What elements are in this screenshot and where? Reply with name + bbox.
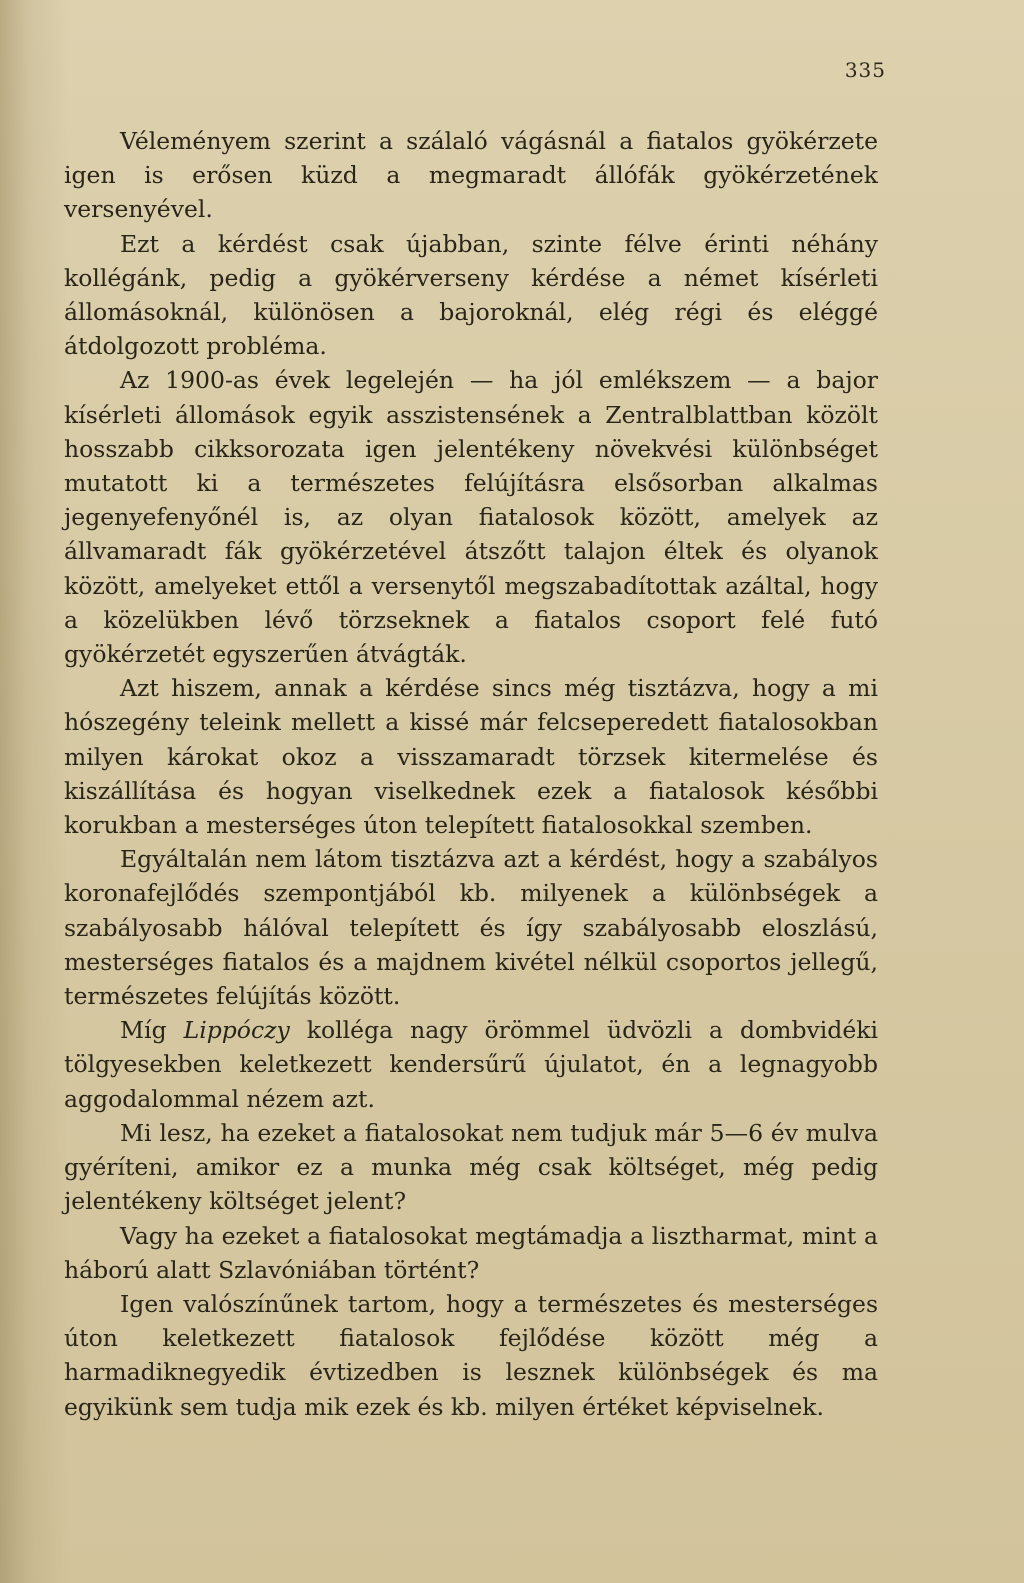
paragraph-2: Ezt a kérdést csak újabban, szinte félve érinti néhány kollégánk, pedig a gyökérverseny kérdése a német kísérleti állomásoknál, különösen a bajoroknál, elég régi és eléggé átdolgozott probléma. [64,229,878,361]
paragraph-6 [64,1013,878,1116]
body-text [64,124,878,1424]
paragraph-8: Vagy ha ezeket a fiatalosokat megtámadja a lisztharmat, mint a háború alatt Szlavóniában történt? [64,1221,878,1284]
paragraph-3: Az 1900-as évek legelején — ha jól emlékszem — a bajor kísérleti állomások egyik asszistensének a Zentralblattban közölt hosszabb cikksorozata igen jelentékeny növekvési különbséget mutatott ki a természetes felújításra elsősorban alkalmas jegenyefenyőnél is, az olyan fiatalosok között, amelyek az állvamaradt fák gyökérzetével átszőtt talajon éltek és olyanok között, amelyeket ettől a versenytől megszabadítottak azáltal, hogy a közelükben lévő törzseknek a fiatalos csoport felé futó gyökérzetét egyszerűen átvágták. [64,366,878,669]
paragraph-9: Igen valószínűnek tartom, hogy a természetes és mesterséges úton keletkezett fiatalosok fejlődése között még a harmadiknegyedik évtizedben is lesznek különbségek és ma egyikünk sem tudja mik ezek és kb. milyen értéket képviselnek. [64,1289,878,1421]
paragraph-1: Véleményem szerint a szálaló vágásnál a fiatalos gyökérzete igen is erősen küzd a megmaradt állófák gyökérzetének versenyével. [64,127,878,224]
page-number: 335 [844,58,886,82]
paragraph-4: Azt hiszem, annak a kérdése sincs még tisztázva, hogy a mi hószegény teleink mellett a kissé már felcseperedett fiatalosokban milyen károkat okoz a visszamaradt törzsek kitermelése és kiszállítása és hogyan viselkednek ezek a fiatalosok későbbi korukban a mesterséges úton telepített fiatalosokkal szemben. [64,674,878,840]
paragraph-6-rest: kolléga nagy örömmel üdvözli a dombvidéki tölgyesekben keletkezett kendersűrű újulatot, én a legnagyobb aggodalommal nézem azt. [64,1016,878,1113]
paragraph-5: Egyáltalán nem látom tisztázva azt a kérdést, hogy a szabályos koronafejlődés szempontjából kb. milyenek a különbségek a szabályosabb hálóval telepített és így szabályosabb eloszlású, mesterséges fiatalos és a majdnem kivétel nélkül csoportos jellegű, természetes felújítás között. [64,845,878,1011]
paragraph-7: Mi lesz, ha ezeket a fiatalosokat nem tudjuk már 5—6 év mulva gyéríteni, amikor ez a munka még csak költséget, még pedig jelentékeny költséget jelent? [64,1118,878,1216]
paragraph-6-start: Míg [120,1016,184,1045]
author-name-italic: Lippóczy [183,1016,290,1045]
